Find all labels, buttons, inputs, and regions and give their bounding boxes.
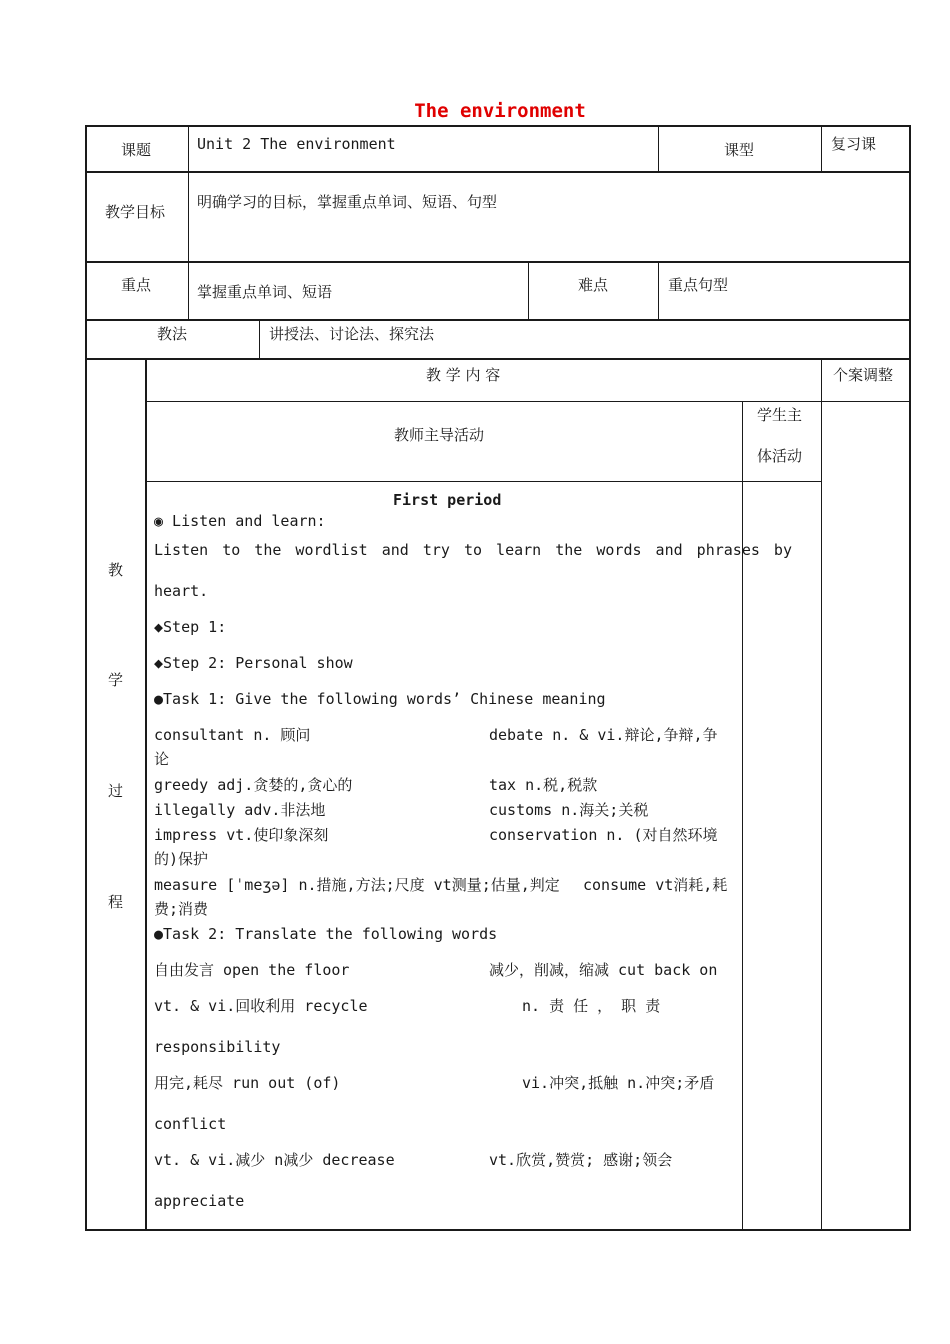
method-label: 教法 [157, 325, 188, 343]
divider [145, 481, 822, 482]
word-right: conservation n. (对自然环境 [489, 826, 718, 844]
word-left: consultant n. 顾问 [154, 726, 311, 744]
phrase-left: vt. & vi.减少 n减少 decrease [154, 1151, 395, 1169]
word-left: 费;消费 [154, 900, 209, 918]
word-right: customs n.海关;关税 [489, 801, 649, 819]
side-label-char: 过 [108, 782, 124, 800]
word-left: greedy adj.贪婪的,贪心的 [154, 776, 353, 794]
word-left: measure [ˈmeʒə] n.措施,方法;尺度 vt测量;估量,判定 [154, 876, 560, 894]
topic-label: 课题 [121, 141, 152, 159]
divider [188, 261, 189, 321]
teacher-header: 教师主导活动 [394, 426, 485, 444]
goal-value: 明确学习的目标，掌握重点单词、短语、句型 [197, 193, 498, 211]
side-label-char: 教 [108, 561, 124, 579]
phrase-left: vt. & vi.回收利用 recycle [154, 997, 368, 1015]
step-2: ◆Step 2: Personal show [154, 654, 353, 672]
phrase-right: vt.欣赏,赞赏; 感谢;领会 [489, 1151, 673, 1169]
document-title: The environment [414, 100, 586, 122]
goal-label: 教学目标 [105, 203, 166, 221]
task-1: ●Task 1: Give the following words’ Chinese meaning [154, 690, 606, 708]
divider [742, 401, 743, 1230]
divider [528, 261, 529, 321]
student-header: 学生主 [757, 406, 803, 424]
listen-heading: ◉ Listen and learn: [154, 512, 326, 530]
word-right: debate n. & vi.辩论,争辩,争 [489, 726, 718, 744]
divider [658, 125, 659, 173]
phrase-left: 自由发言 open the floor [154, 961, 350, 979]
side-label-char: 程 [108, 893, 124, 911]
word-right: consume vt消耗,耗 [583, 876, 728, 894]
row-goal [85, 171, 911, 263]
divider [658, 261, 659, 321]
divider [145, 401, 822, 402]
word-left: impress vt.使印象深刻 [154, 826, 329, 844]
divider [821, 125, 822, 173]
phrase-left: conflict [154, 1115, 227, 1133]
listen-line: Listen to the wordlist and try to learn the words and phrases by [154, 541, 792, 559]
word-left: illegally adv.非法地 [154, 801, 326, 819]
phrase-right: 减少，削减，缩减 cut back on [489, 961, 718, 979]
listen-line: heart. [154, 582, 209, 600]
phrase-right: n. 责 任 ， 职 责 [522, 997, 661, 1015]
row-method [85, 319, 911, 360]
divider [821, 401, 822, 1230]
word-right: tax n.税,税款 [489, 776, 598, 794]
topic-value: Unit 2 The environment [197, 135, 396, 153]
phrase-left: 用完,耗尽 run out (of) [154, 1074, 341, 1092]
divider [821, 401, 911, 402]
method-value: 讲授法、讨论法、探究法 [269, 325, 435, 343]
divider [188, 171, 189, 263]
side-label-char: 学 [108, 671, 124, 689]
key-label: 重点 [121, 276, 152, 294]
phrase-left: responsibility [154, 1038, 281, 1056]
word-left: 的)保护 [154, 850, 209, 868]
word-left: 论 [154, 750, 170, 768]
phrase-left: appreciate [154, 1192, 245, 1210]
task-2: ●Task 2: Translate the following words [154, 925, 498, 943]
phrase-right: vi.冲突,抵触 n.冲突;矛盾 [522, 1074, 715, 1092]
difficult-value: 重点句型 [668, 276, 729, 294]
content-header: 教 学 内 容 [426, 366, 501, 384]
step-1: ◆Step 1: [154, 618, 227, 636]
student-header: 体活动 [757, 447, 803, 465]
type-value: 复习课 [831, 135, 877, 153]
adjust-header: 个案调整 [833, 366, 894, 384]
period-heading: First period [393, 491, 502, 509]
divider [188, 125, 189, 173]
divider [145, 358, 147, 1230]
divider [259, 319, 260, 360]
key-value: 掌握重点单词、短语 [197, 283, 333, 301]
type-label: 课型 [724, 141, 755, 159]
difficult-label: 难点 [578, 276, 609, 294]
